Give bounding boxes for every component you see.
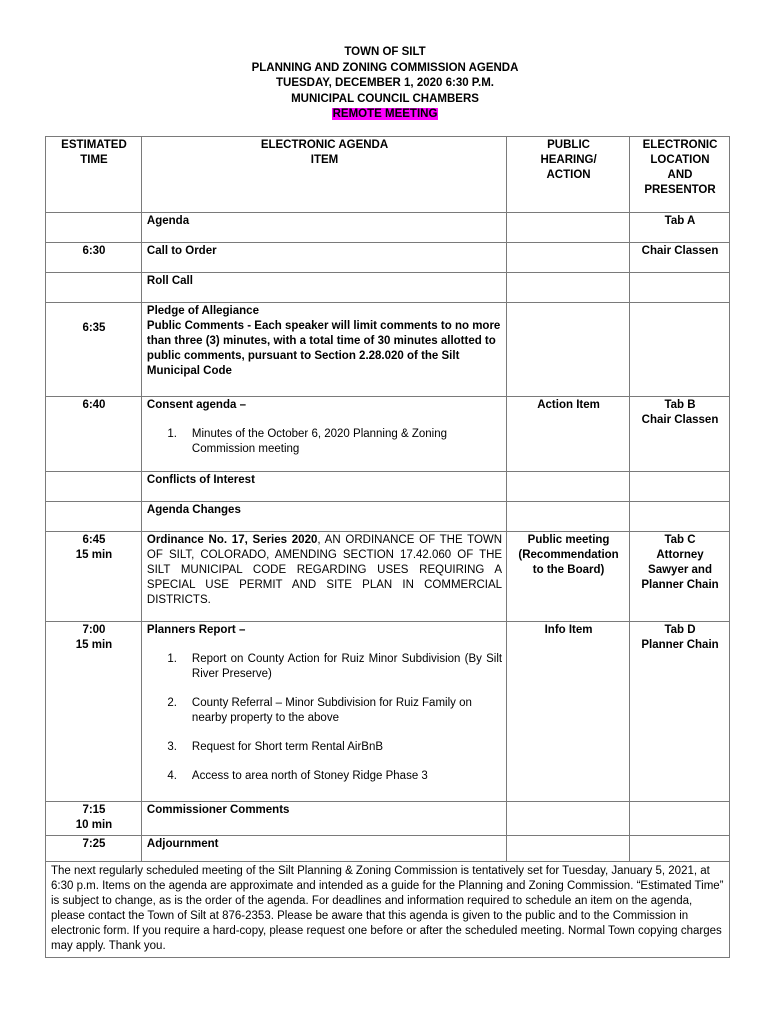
consent-location: Tab B Chair Classen (630, 397, 730, 472)
table-row (46, 273, 730, 303)
ordinance-item (141, 532, 506, 622)
call-to-order-time: 6:30 (46, 243, 142, 273)
planners-report-location: Tab D Planner Chain (630, 622, 730, 802)
table-row (46, 397, 730, 472)
agenda-item: Agenda (141, 213, 506, 243)
pledge-item: Pledge of Allegiance (146, 305, 259, 317)
roll-call-item: Roll Call (141, 273, 506, 303)
list-item: 2. County Referral – Minor Subdivision for Ruiz Family on nearby property to the above (167, 697, 472, 724)
ordinance-location: Tab C Attorney Sawyer and Planner Chain (630, 532, 730, 622)
table-header-row (46, 137, 730, 213)
table-row (46, 502, 730, 532)
list-item: 1. Minutes of the October 6, 2020 Planning & Zoning Commission meeting (167, 428, 447, 455)
table-row (46, 802, 730, 836)
agenda-changes-item: Agenda Changes (141, 502, 506, 532)
table-row (46, 303, 730, 397)
public-comments-time: 6:35 (46, 303, 142, 397)
call-to-order-presenter: Chair Classen (630, 243, 730, 273)
footer-row (46, 862, 730, 958)
call-to-order-item: Call to Order (141, 243, 506, 273)
town-name: TOWN OF SILT (344, 46, 426, 58)
ordinance-title: Ordinance No. 17, Series 2020 (146, 534, 318, 546)
table-row (46, 243, 730, 273)
column-header-time: ESTIMATED TIME (46, 137, 142, 213)
ordinance-description: , AN ORDINANCE OF THE TOWN OF SILT, COLORADO, AMENDING SECTION 17.42.060 OF THE SILT MUNICIPAL CODE REGARDING USES REQUIRING A SPECIAL USE PERMIT AND SITE PLAN IN COMMERCIAL DISTRICTS. (146, 534, 503, 606)
consent-agenda-item (141, 397, 506, 472)
planners-report-action: Info Item (507, 622, 630, 802)
adjournment-item: Adjournment (141, 836, 506, 862)
commissioner-comments-item: Commissioner Comments (141, 802, 506, 836)
ordinance-action: Public meeting (Recommendation to the Board) (507, 532, 630, 622)
footer-note: The next regularly scheduled meeting of the Silt Planning & Zoning Commission is tentatively set for Tuesday, January 5, 2021, at 6:30 p.m. Items on the agenda are approximate and intended as a guide for the Planning and Zoning Commission. “Estimated Time” is subject to change, as is the order of the agenda. For deadlines and information required to schedule an item on the agenda, please contact the Town of Silt at 876-2353. Please be aware that this agenda is given to the public and to the Commission in electronic form. If you require a hard-copy, please request one before or after the scheduled meeting. Normal Town copying charges may apply. Thank you. (46, 862, 730, 958)
table-row (46, 532, 730, 622)
planners-report-title: Planners Report – (146, 624, 246, 636)
consent-action: Action Item (507, 397, 630, 472)
ordinance-time: 6:45 15 min (46, 532, 142, 622)
list-item: 4. Access to area north of Stoney Ridge Phase 3 (167, 770, 428, 782)
adjournment-time: 7:25 (46, 836, 142, 862)
column-header-action: PUBLIC HEARING/ ACTION (507, 137, 630, 213)
pledge-and-comments-item (141, 303, 506, 397)
consent-agenda-title: Consent agenda – (146, 399, 246, 411)
public-comments-item: Public Comments - Each speaker will limit comments to no more than three (3) minutes, with a total time of 30 minutes allotted to public comments, pursuant to Section 2.28.020 of the Silt Municipal Code (146, 320, 501, 377)
list-item: 3. Request for Short term Rental AirBnB (167, 741, 384, 753)
consent-time: 6:40 (46, 397, 142, 472)
commissioner-comments-time: 7:15 10 min (46, 802, 142, 836)
planners-report-time: 7:00 15 min (46, 622, 142, 802)
agenda-table (45, 136, 730, 958)
column-header-item: ELECTRONIC AGENDA ITEM (141, 137, 506, 213)
meeting-location: MUNICIPAL COUNCIL CHAMBERS (291, 92, 479, 105)
agenda-location: Tab A (630, 213, 730, 243)
conflicts-item: Conflicts of Interest (141, 472, 506, 502)
table-row (46, 213, 730, 243)
column-header-location: ELECTRONIC LOCATION AND PRESENTOR (630, 137, 730, 213)
list-item: 1. Report on County Action for Ruiz Minor Subdivision (By Silt River Preserve) (167, 653, 503, 680)
table-row (46, 472, 730, 502)
table-row (46, 836, 730, 862)
planners-report-item (141, 622, 506, 802)
remote-meeting-highlight: REMOTE MEETING (332, 108, 438, 120)
table-row (46, 622, 730, 802)
meeting-date: TUESDAY, DECEMBER 1, 2020 6:30 P.M. (276, 77, 494, 89)
commission-title: PLANNING AND ZONING COMMISSION AGENDA (251, 61, 519, 74)
agenda-header (0, 45, 770, 123)
